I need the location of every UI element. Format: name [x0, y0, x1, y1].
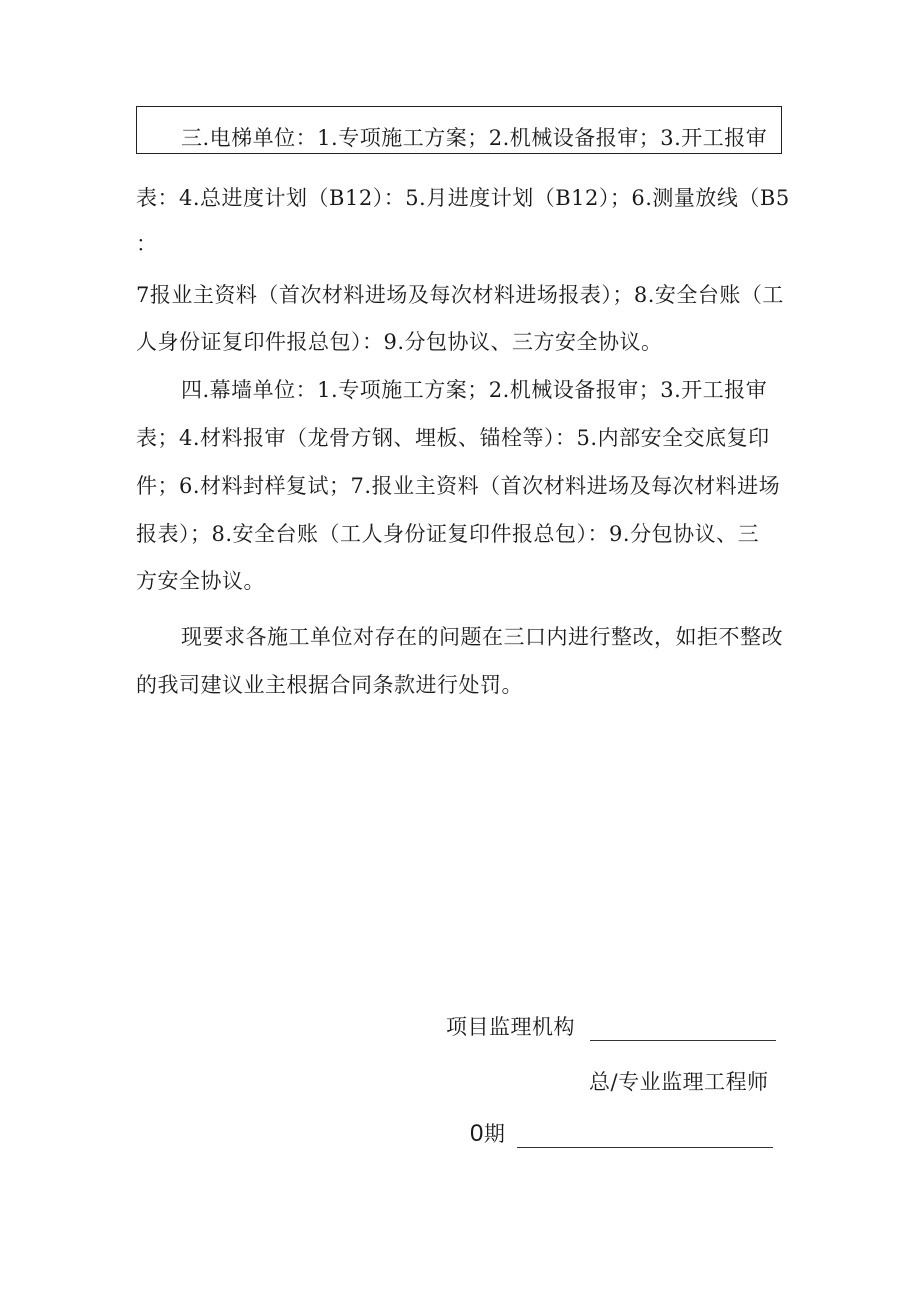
signature-engineer-label: 总/专业监理工程师	[589, 1070, 769, 1094]
section-3-line-2: 表：4.总进度计划（B12）：5.月进度计划（B12）；6.测量放线（B5	[136, 186, 790, 210]
signature-org-blank[interactable]	[590, 1018, 776, 1041]
signature-date-prefix: 0	[470, 1120, 484, 1147]
section-4-line-5: 方安全协议。	[136, 569, 265, 593]
signature-date-label: 期	[483, 1122, 506, 1146]
section-3-line-1: 三.电梯单位：1.专项施工方案；2.机械设备报审；3.开工报审	[181, 126, 768, 150]
section-3-line-5: 人身份证复印件报总包）：9.分包协议、三方安全协议。	[136, 330, 663, 354]
signature-date-blank[interactable]	[517, 1125, 773, 1148]
signature-org-row	[446, 1013, 776, 1041]
signature-date-row	[470, 1120, 773, 1148]
section-4-line-3: 件；6.材料封样复试；7.报业主资料（首次材料进场及每次材料进场	[136, 474, 781, 498]
closing-line-2: 的我司建议业主根据合同条款进行处罚。	[136, 673, 523, 697]
section-3-line-3: ：	[136, 232, 158, 256]
signature-org-label: 项目监理机构	[446, 1015, 575, 1039]
section-4-line-2: 表；4.材料报审（龙骨方钢、埋板、锚栓等）：5.内部安全交底复印	[136, 426, 770, 450]
section-4-line-4: 报表）；8.安全台账（工人身份证复印件报总包）：9.分包协议、三	[136, 522, 760, 546]
section-3-line-4: 7报业主资料（首次材料进场及每次材料进场报表）；8.安全台账（工	[136, 283, 784, 307]
section-4-line-1: 四.幕墙单位：1.专项施工方案；2.机械设备报审；3.开工报审	[181, 378, 768, 402]
closing-line-1: 现要求各施工单位对存在的问题在三口内进行整改，如拒不整改	[181, 625, 783, 649]
